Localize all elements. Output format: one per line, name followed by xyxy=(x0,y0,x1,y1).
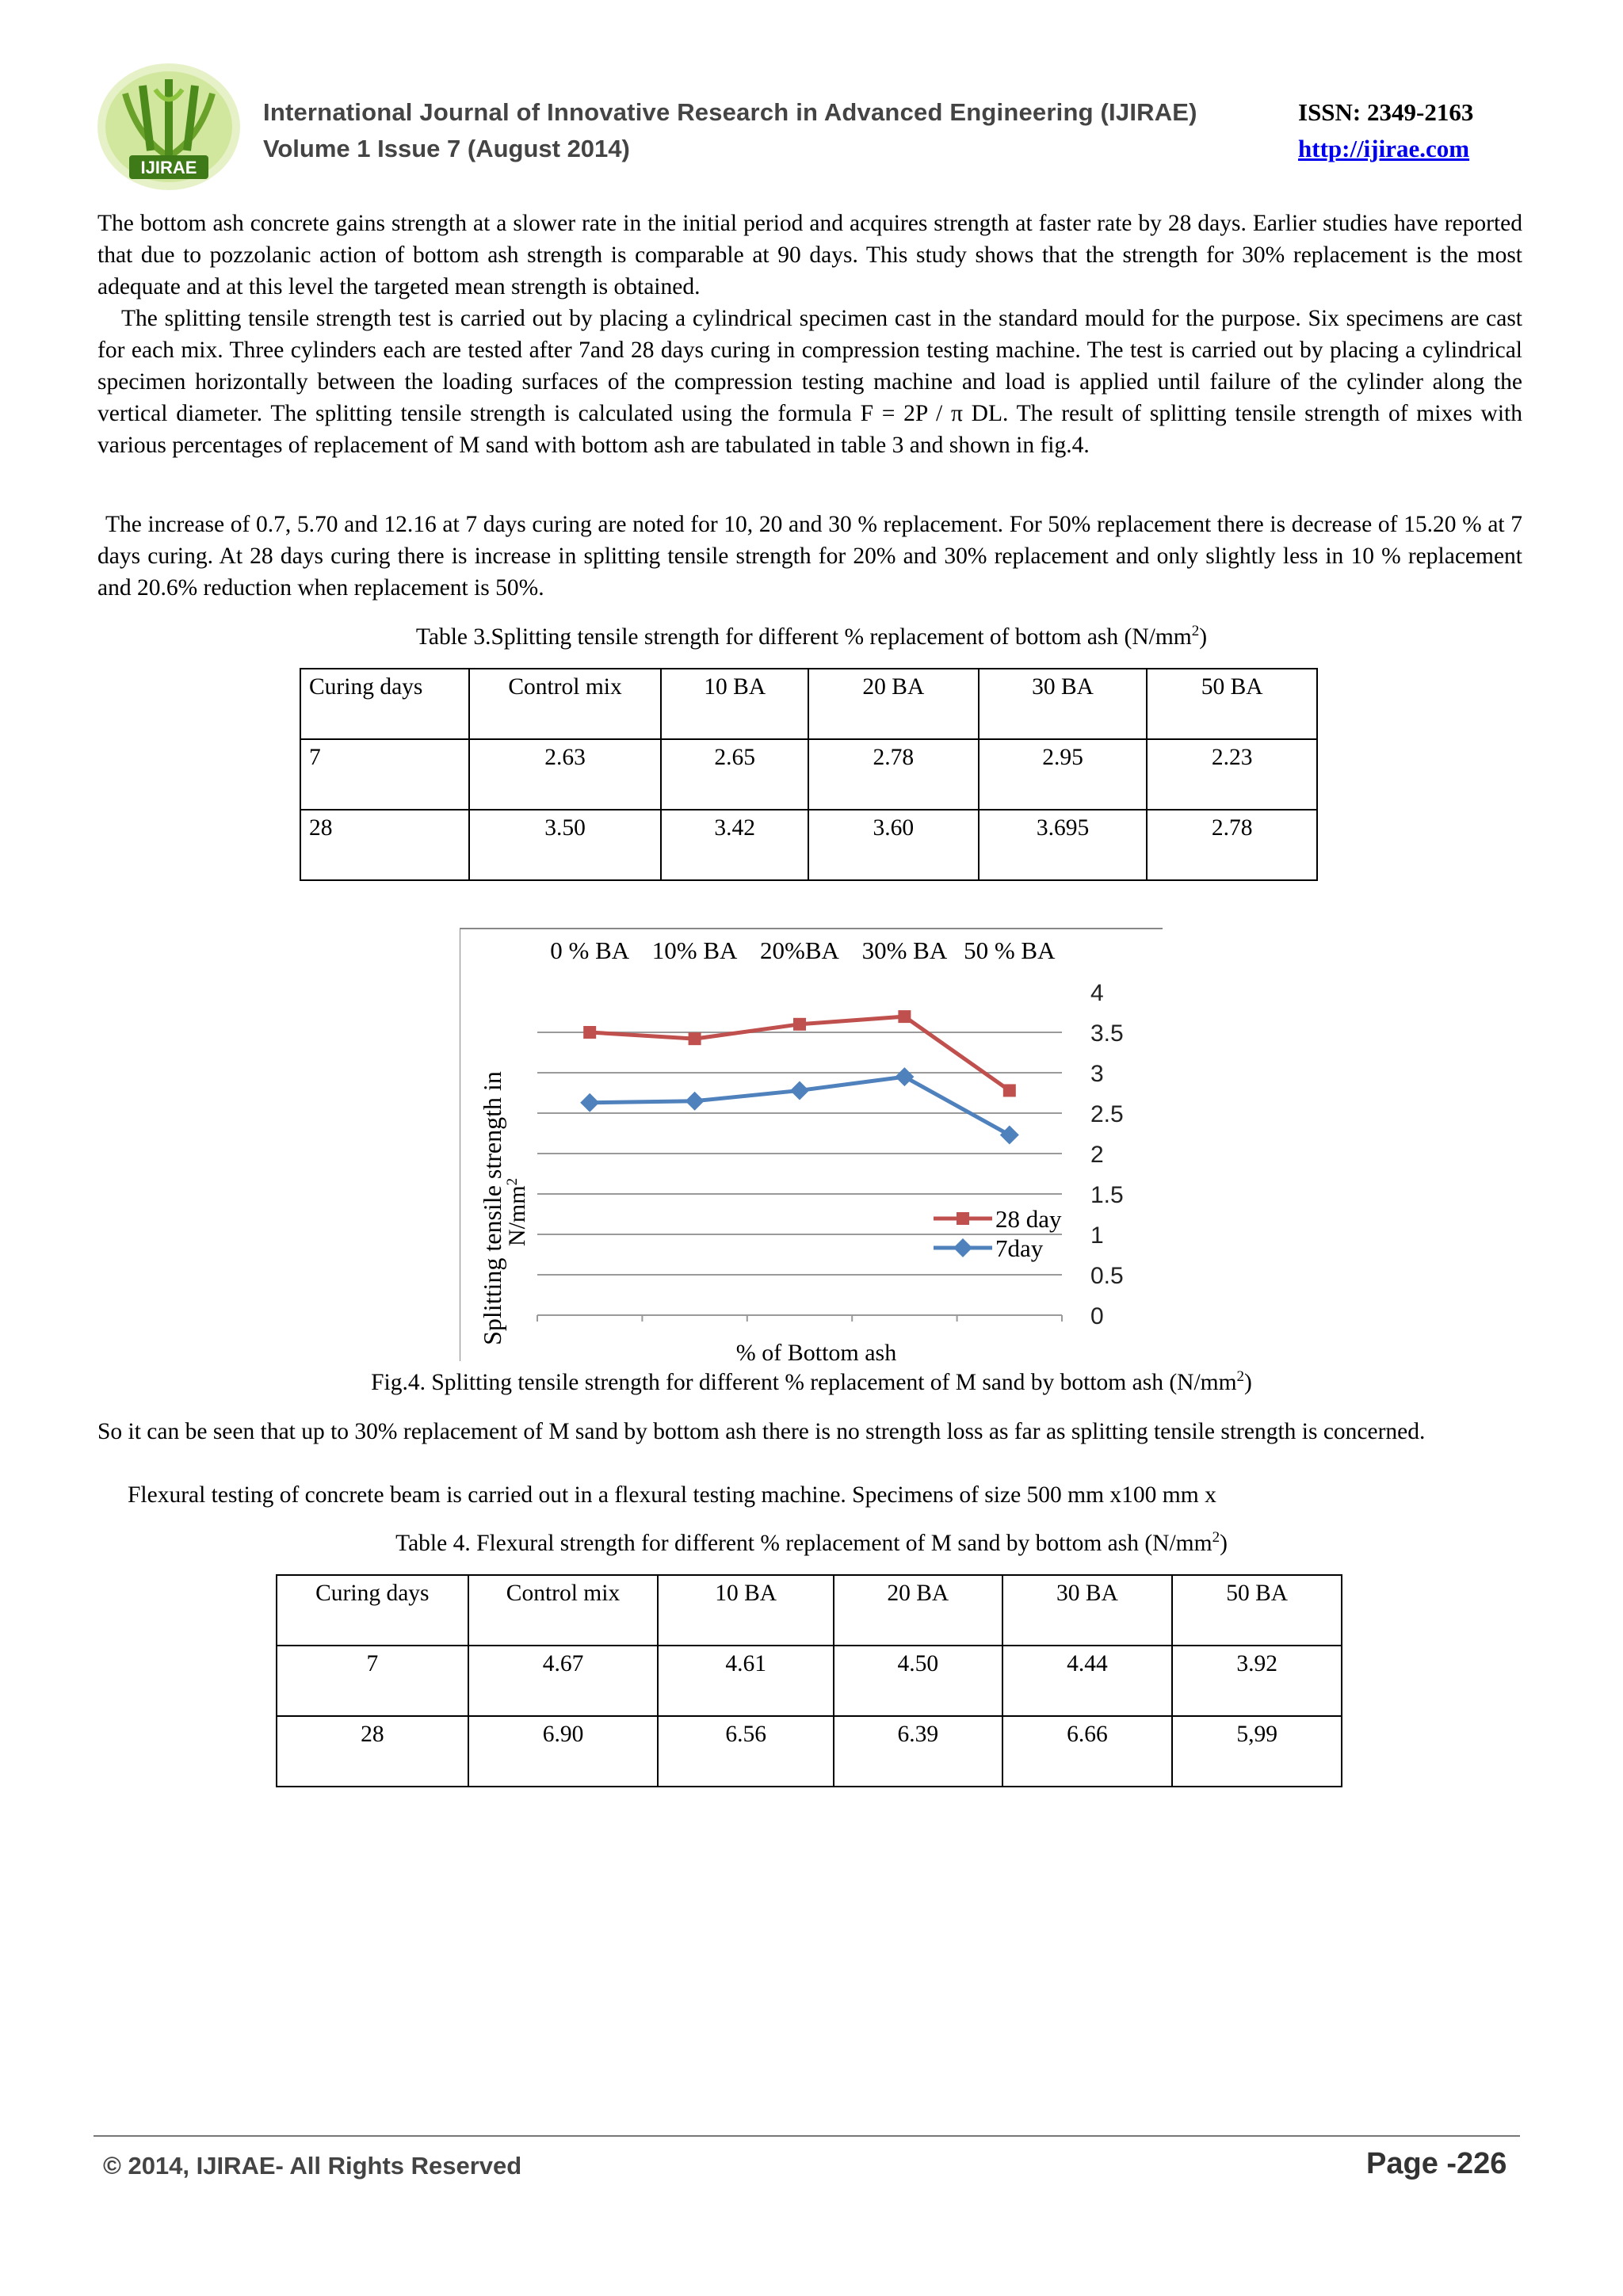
footer-page-number: Page -226 xyxy=(1366,2147,1507,2180)
journal-link[interactable]: http://ijirae.com xyxy=(1298,135,1470,162)
journal-logo xyxy=(94,62,244,196)
x-category-label: 10% BA xyxy=(651,936,738,964)
y-tick-label: 0 xyxy=(1090,1303,1104,1329)
table-header-cell: Curing days xyxy=(300,669,469,739)
y-axis-label-line1: Splitting tensile strength in xyxy=(478,1071,506,1345)
data-point-marker xyxy=(895,1067,914,1086)
data-point-marker xyxy=(793,1018,806,1031)
table-cell: 6.39 xyxy=(834,1716,1002,1787)
data-point-marker xyxy=(1000,1126,1019,1145)
table-row xyxy=(300,810,1317,880)
table-header-cell: 10 BA xyxy=(658,1575,834,1646)
x-category-label: 30% BA xyxy=(861,936,948,964)
y-axis-label-line2: $N/mm^2$ xyxy=(504,1177,530,1247)
table-cell: 2.78 xyxy=(1147,810,1317,880)
table-cell: 2.23 xyxy=(1147,739,1317,810)
table-cell: 4.50 xyxy=(834,1646,1002,1716)
table-cell: 6.56 xyxy=(658,1716,834,1787)
table-header-row xyxy=(277,1575,1342,1646)
footer-divider xyxy=(94,2135,1520,2137)
table-cell: 2.63 xyxy=(469,739,662,810)
table-header-cell: 20 BA xyxy=(808,669,979,739)
x-category-label: 50 % BA xyxy=(964,936,1056,964)
table-row xyxy=(277,1646,1342,1716)
table-header-cell: 30 BA xyxy=(979,669,1148,739)
table-header-cell: Curing days xyxy=(277,1575,468,1646)
legend-label: 7day xyxy=(995,1234,1044,1262)
journal-title: International Journal of Innovative Research in Advanced Engineering (IJIRAE) xyxy=(263,98,1197,126)
y-tick-label: 2.5 xyxy=(1090,1101,1124,1127)
data-point-marker xyxy=(580,1093,599,1112)
table-cell: 2.95 xyxy=(979,739,1148,810)
x-axis-label: % of Bottom ash xyxy=(735,1340,897,1366)
table-cell: 3.50 xyxy=(469,810,662,880)
logo-text: IJIRAE xyxy=(140,158,197,177)
table-3 xyxy=(300,668,1318,881)
data-point-marker xyxy=(1003,1084,1016,1097)
paragraph-3: The increase of 0.7, 5.70 and 12.16 at 7 days curing are noted for 10, 20 and 30 % replacement. For 50% replacement there is decrease of 15.20 % at 7 days curing. At 28 days curing there is increase in splitting tensile strength for 20% and 30% replacement and only slightly less in 10 % replacement and 20.6% reduction when replacement is 50%. xyxy=(97,512,1522,601)
table-header-cell: 30 BA xyxy=(1002,1575,1173,1646)
table-cell: 4.67 xyxy=(468,1646,659,1716)
data-point-marker xyxy=(898,1010,911,1023)
table-header-cell: Control mix xyxy=(469,669,662,739)
data-point-marker xyxy=(790,1081,809,1100)
table4-caption: Table 4. Flexural strength for different % replacement of M sand by bottom ash $(N/mm^2)$ xyxy=(395,1529,1228,1556)
x-category-label: 0 % BA xyxy=(550,936,630,964)
table-cell: 5,99 xyxy=(1172,1716,1342,1787)
table-row xyxy=(277,1716,1342,1787)
paragraph-1: The bottom ash concrete gains strength at a slower rate in the initial period and acquires strength at faster rate by 28 days. Earlier studies have reported that due to pozzolanic action of bottom ash strength is comparable at 90 days. This study shows that the strength for 30% replacement is the most adequate and at this level the targeted mean strength is obtained. xyxy=(97,211,1522,299)
table-header-cell: Control mix xyxy=(468,1575,659,1646)
table-cell: 6.90 xyxy=(468,1716,659,1787)
table-cell: 3.42 xyxy=(661,810,808,880)
y-tick-label: 0.5 xyxy=(1090,1263,1124,1289)
table-cell: 4.44 xyxy=(1002,1646,1173,1716)
table-header-cell: 10 BA xyxy=(661,669,808,739)
table-row xyxy=(300,739,1317,810)
figure4-caption: Fig.4. Splitting tensile strength for different % replacement of M sand by bottom ash $(N/mm^2)$ xyxy=(371,1368,1252,1395)
y-tick-label: 3.5 xyxy=(1090,1020,1124,1047)
x-category-label: 20%BA xyxy=(760,936,839,964)
y-tick-label: 1 xyxy=(1090,1222,1104,1249)
table-header-cell: 50 BA xyxy=(1147,669,1317,739)
table-cell: 7 xyxy=(277,1646,468,1716)
table-header-row xyxy=(300,669,1317,739)
table-4 xyxy=(276,1574,1342,1787)
table-cell: 7 xyxy=(300,739,469,810)
footer-copyright: © 2014, IJIRAE- All Rights Reserved xyxy=(103,2152,522,2180)
data-point-marker xyxy=(583,1026,596,1039)
paragraph-4: So it can be seen that up to 30% replacement of M sand by bottom ash there is no strength loss as far as splitting tensile strength is concerned. xyxy=(97,1419,1426,1444)
table3-caption: Table 3.Splitting tensile strength for different % replacement of bottom ash $(N/mm^2)$ xyxy=(415,623,1208,650)
y-tick-label: 2 xyxy=(1090,1142,1104,1168)
y-tick-label: 4 xyxy=(1090,980,1104,1006)
table-cell: 2.65 xyxy=(661,739,808,810)
y-tick-label: 1.5 xyxy=(1090,1182,1124,1208)
y-tick-label: 3 xyxy=(1090,1061,1104,1087)
table-cell: 2.78 xyxy=(808,739,979,810)
data-point-marker xyxy=(685,1092,705,1111)
table-cell: 28 xyxy=(300,810,469,880)
table-cell: 3.60 xyxy=(808,810,979,880)
legend-marker xyxy=(957,1212,969,1225)
table-header-cell: 50 BA xyxy=(1172,1575,1342,1646)
journal-issn: ISSN: 2349-2163 xyxy=(1298,98,1474,126)
data-point-marker xyxy=(689,1032,701,1045)
legend-label: 28 day xyxy=(995,1205,1062,1233)
journal-volume: Volume 1 Issue 7 (August 2014) xyxy=(263,135,630,162)
legend-marker xyxy=(953,1238,972,1257)
splitting-tensile-chart xyxy=(460,927,1173,1371)
table-cell: 3.695 xyxy=(979,810,1148,880)
table-header-cell: 20 BA xyxy=(834,1575,1002,1646)
table-cell: 3.92 xyxy=(1172,1646,1342,1716)
paragraph-2: The splitting tensile strength test is carried out by placing a cylindrical specimen cast in the standard mould for the purpose. Six specimens are cast for each mix. Three cylinders each are tested after 7and 28 days curing in compression testing machine. The test is carried out by placing a cylindrical specimen horizontally between the loading surfaces of the compression testing machine and load is applied until failure of the cylinder along the vertical diameter. The splitting tensile strength is calculated using the formula F = 2P / π DL. The result of splitting tensile strength of mixes with various percentages of replacement of M sand with bottom ash are tabulated in table 3 and shown in fig.4. xyxy=(97,306,1522,458)
paragraph-5: Flexural testing of concrete beam is carried out in a flexural testing machine. Specimens of size 500 mm x100 mm x xyxy=(128,1482,1216,1508)
table-cell: 28 xyxy=(277,1716,468,1787)
table-cell: 4.61 xyxy=(658,1646,834,1716)
table-cell: 6.66 xyxy=(1002,1716,1173,1787)
